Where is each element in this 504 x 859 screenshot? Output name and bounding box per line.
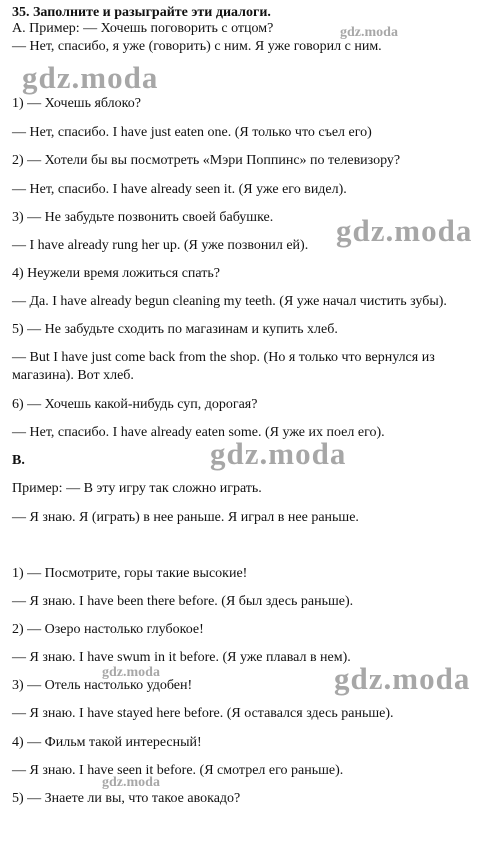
dialogue-line: 4) — Фильм такой интересный! — [12, 735, 202, 750]
section-a-example-answer: — Нет, спасибо, я уже (говорить) с ним. Я уже говорил с ним. — [12, 39, 382, 54]
dialogue-line: — Нет, спасибо. I have just eaten one. (Я только что съел его) — [12, 125, 372, 140]
dialogue-line: 2) — Озеро настолько глубокое! — [12, 622, 204, 637]
dialogue-line: 5) — Знаете ли вы, что такое авокадо? — [12, 791, 241, 806]
watermark: gdz.moda — [336, 213, 473, 248]
section-b-example-question: Пример: — В эту игру так сложно играть. — [12, 481, 262, 496]
section-b-label: B. — [12, 453, 25, 468]
dialogue-line: 3) — Не забудьте позвонить своей бабушке. — [12, 210, 274, 225]
watermark: gdz.moda — [210, 436, 347, 471]
dialogue-line: магазина). Вот хлеб. — [12, 368, 134, 383]
dialogue-line: — Я знаю. I have been there before. (Я был здесь раньше). — [12, 594, 354, 609]
exercise-title: 35. Заполните и разыграйте эти диалоги. — [12, 5, 271, 20]
dialogue-line: 5) — Не забудьте сходить по магазинам и купить хлеб. — [12, 322, 338, 337]
dialogue-line: 1) — Посмотрите, горы такие высокие! — [12, 566, 248, 581]
watermark: gdz.moda — [102, 665, 160, 680]
dialogue-line: — Я знаю. I have seen it before. (Я смотрел его раньше). — [12, 763, 344, 778]
dialogue-line: 6) — Хочешь какой-нибудь суп, дорогая? — [12, 397, 258, 412]
watermark: gdz.moda — [334, 661, 471, 696]
dialogue-line: — Нет, спасибо. I have already seen it. (Я уже его видел). — [12, 182, 347, 197]
section-b-example-answer: — Я знаю. Я (играть) в нее раньше. Я играл в нее раньше. — [12, 510, 359, 525]
watermark: gdz.moda — [102, 775, 160, 790]
watermark: gdz.moda — [22, 60, 159, 95]
dialogue-line: — Я знаю. I have stayed here before. (Я оставался здесь раньше). — [12, 706, 394, 721]
dialogue-line: — Я знаю. I have swum in it before. (Я уже плавал в нем). — [12, 650, 351, 665]
dialogue-line: 2) — Хотели бы вы посмотреть «Мэри Поппинс» по телевизору? — [12, 153, 401, 168]
dialogue-line: 1) — Хочешь яблоко? — [12, 96, 141, 111]
dialogue-line: — Нет, спасибо. I have already eaten some. (Я уже их поел его). — [12, 425, 385, 440]
dialogue-line: — But I have just come back from the shop. (Но я только что вернулся из — [12, 350, 435, 365]
dialogue-line: — Да. I have already begun cleaning my teeth. (Я уже начал чистить зубы). — [12, 294, 447, 309]
dialogue-line: — I have already rung her up. (Я уже позвонил ей). — [12, 238, 309, 253]
dialogue-line: 3) — Отель настолько удобен! — [12, 678, 193, 693]
dialogue-line: 4) Неужели время ложиться спать? — [12, 266, 220, 281]
watermark: gdz.moda — [340, 25, 398, 40]
section-a-example-question: A. Пример: — Хочешь поговорить с отцом? — [12, 21, 274, 36]
